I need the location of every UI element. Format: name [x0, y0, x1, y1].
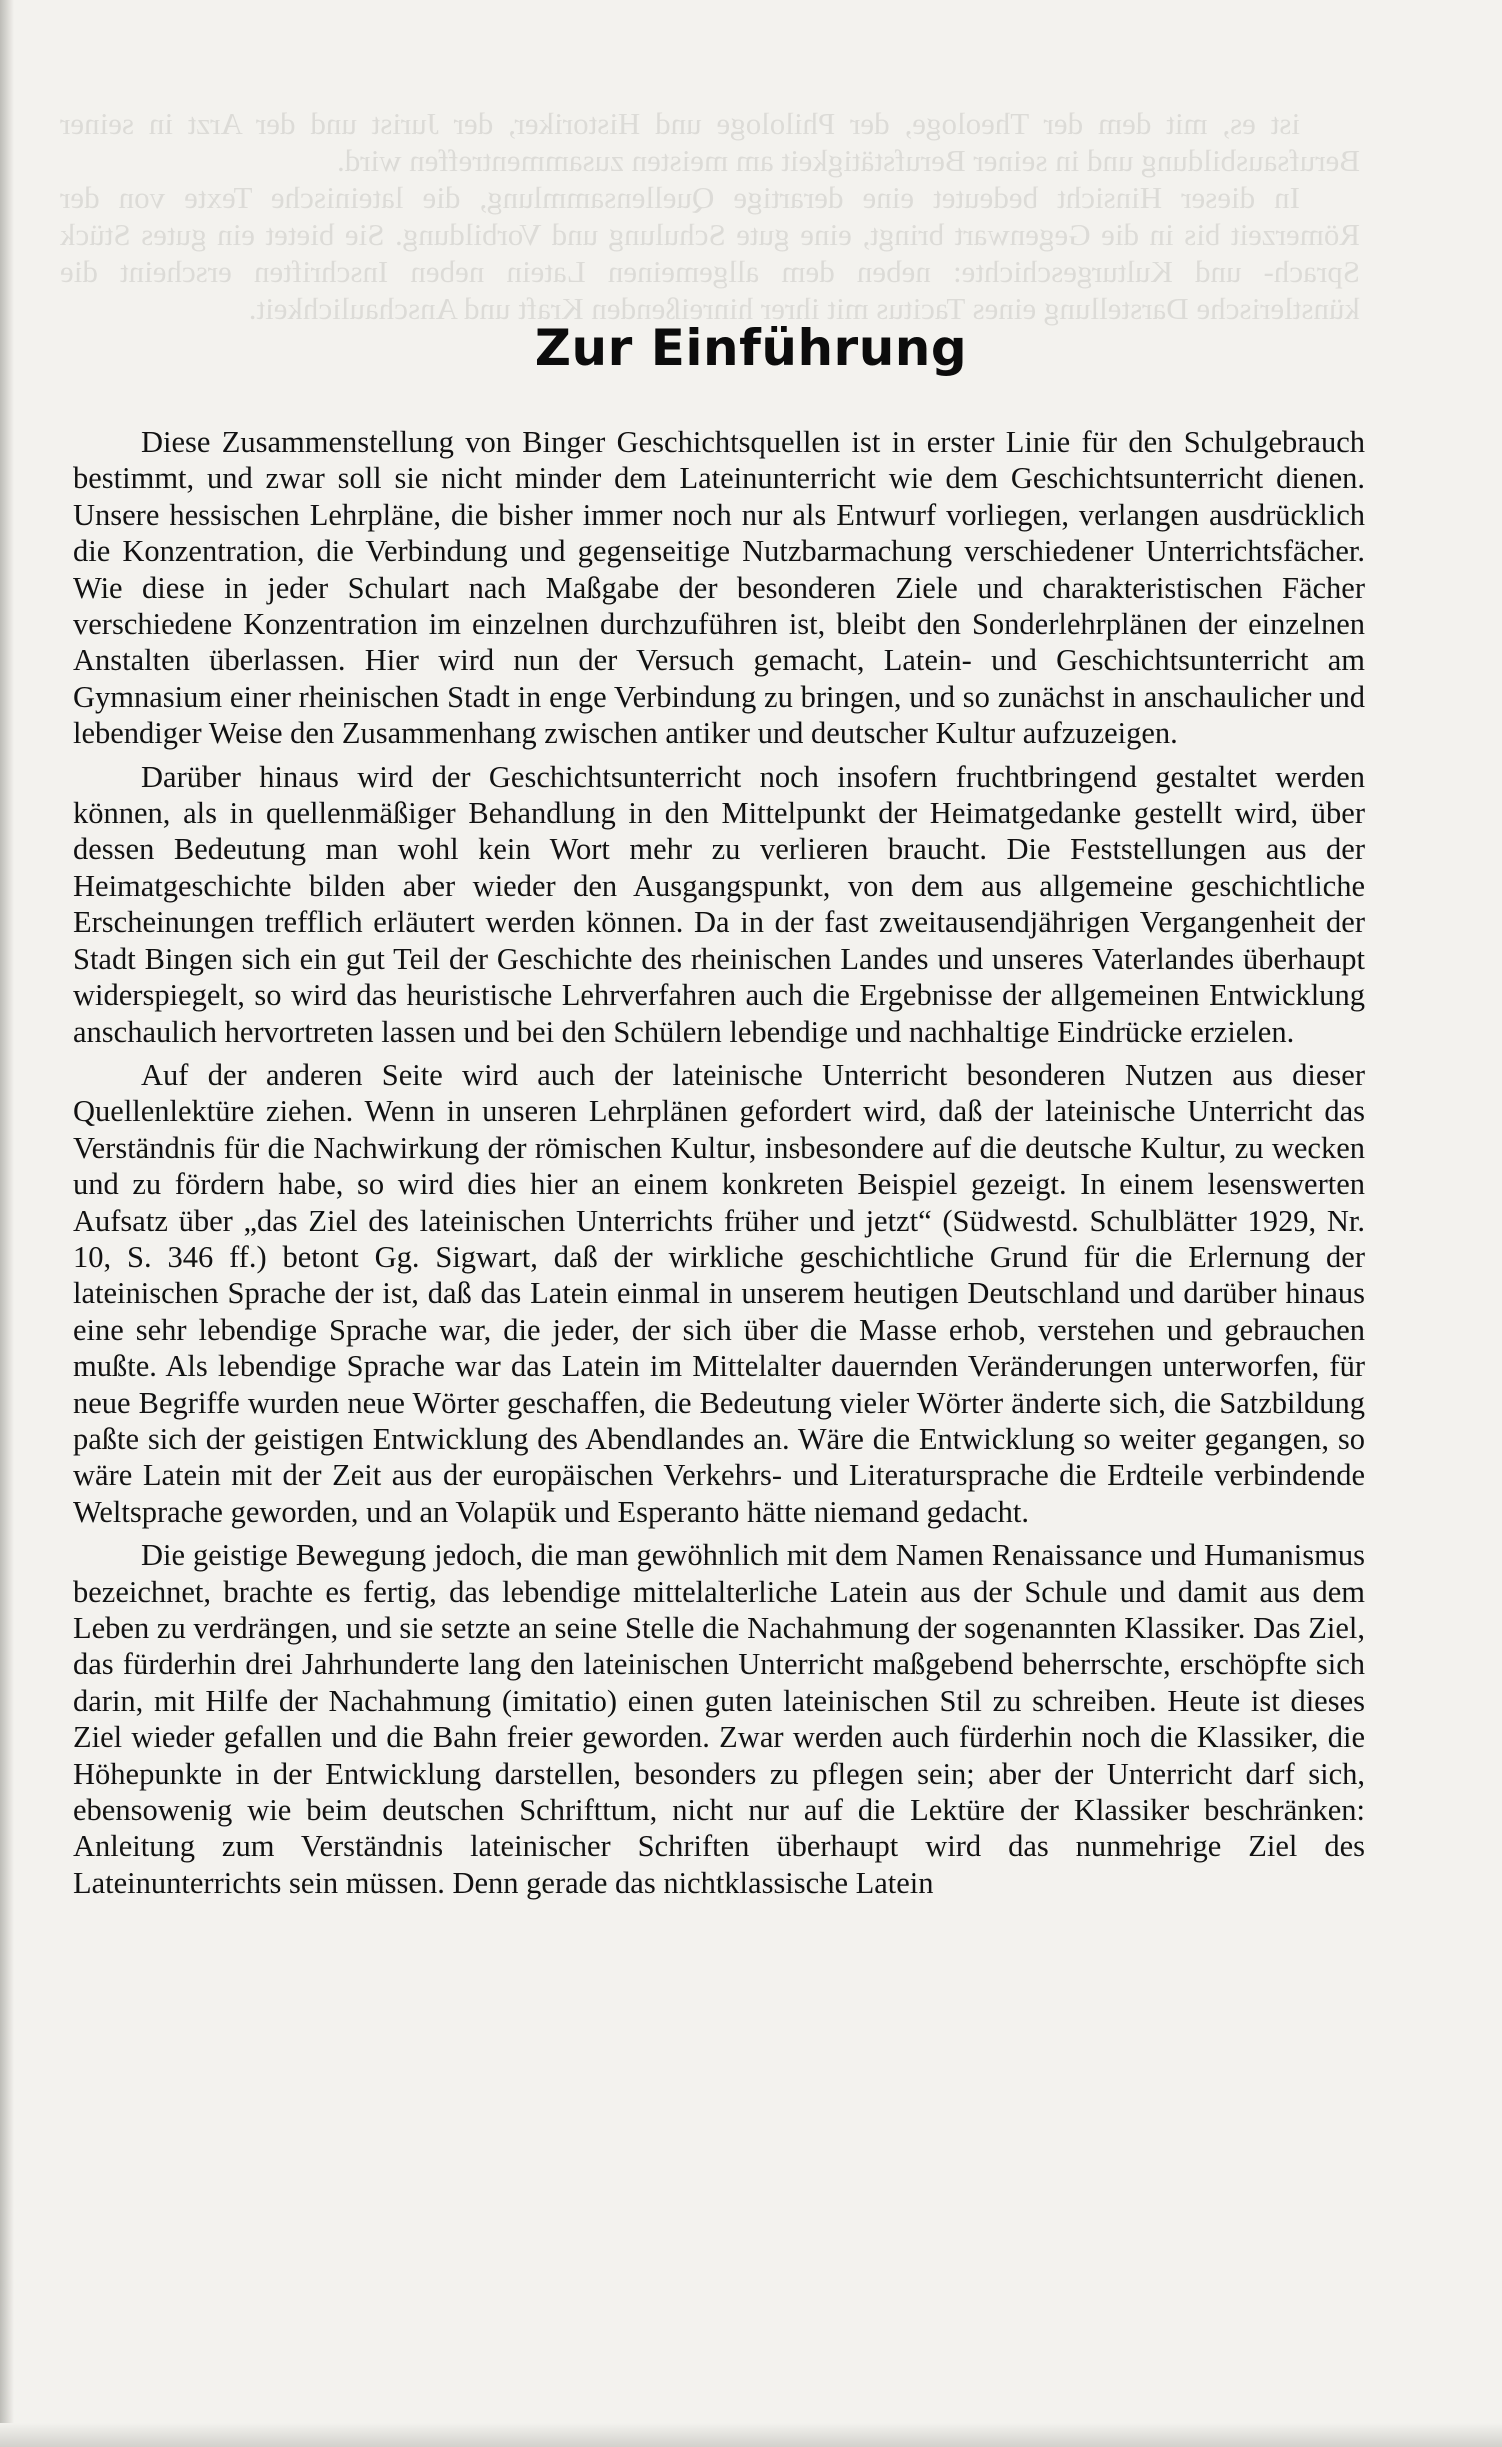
page-bottom-shadow — [0, 2423, 1502, 2447]
paragraph-1: Diese Zusammenstellung von Binger Geschichtsquellen ist in erster Linie für den Schulgebrauch bestimmt, und zwar soll sie nicht minder dem Lateinunterricht wie dem Geschichtsunterricht dienen. Unsere hessischen Lehrpläne, die bisher immer noch nur als Entwurf vorliegen, verlangen ausdrücklich die Konzentration, die Verbindung und gegenseitige Nutzbarmachung verschiedener Unterrichtsfächer. Wie diese in jeder Schulart nach Maßgabe der besonderen Ziele und charakteristischen Fächer verschiedene Konzentration im einzelnen durchzuführen ist, bleibt den Sonderlehrplänen der einzelnen Anstalten überlassen. Hier wird nun der Versuch gemacht, Latein- und Geschichtsunterricht am Gymnasium einer rheinischen Stadt in enge Verbindung zu bringen, und so zunächst in anschaulicher und lebendiger Weise den Zusammenhang zwischen antiker und deutscher Kultur aufzuzeigen. — [73, 425, 1365, 751]
paragraph-4: Die geistige Bewegung jedoch, die man gewöhnlich mit dem Namen Renaissance und Humanismus bezeichnet, brachte es fertig, das lebendige mittelalterliche Latein aus der Schule und damit aus dem Leben zu verdrängen, und sie setzte an seine Stelle die Nachahmung der sogenannten Klassiker. Das Ziel, das fürderhin drei Jahrhunderte lang den lateinischen Unterricht maßgebend beherrschte, erschöpfte sich darin, mit Hilfe der Nachahmung (imitatio) einen guten lateinischen Stil zu schreiben. Heute ist dieses Ziel wieder gefallen und die Bahn freier geworden. Zwar werden auch fürderhin noch die Klassiker, die Höhepunkte in der Entwicklung darstellen, besonders zu pflegen sein; aber der Unterricht darf sich, ebensowenig wie beim deutschen Schrifttum, nicht nur auf die Lektüre der Klassiker beschränken: Anleitung zum Verständnis lateinischer Schriften überhaupt wird das nunmehrige Ziel des Lateinunterrichts sein müssen. Denn gerade das nichtklassische Latein — [73, 1538, 1365, 1900]
paragraph-2: Darüber hinaus wird der Geschichtsunterricht noch insofern fruchtbringend gestaltet werden können, als in quellenmäßiger Behandlung in den Mittelpunkt der Heimatgedanke gestellt wird, über dessen Bedeutung man wohl kein Wort mehr zu verlieren braucht. Die Feststellungen aus der Heimatgeschichte bilden aber wieder den Ausgangspunkt, von dem aus allgemeine geschichtliche Erscheinungen trefflich erläutert werden können. Da in der fast zweitausendjährigen Vergangenheit der Stadt Bingen sich ein gut Teil der Geschichte des rheinischen Landes und unseres Vaterlandes überhaupt widerspiegelt, so wird das heuristische Lehrverfahren auch die Ergebnisse der allgemeinen Entwicklung anschaulich hervortreten lassen und bei den Schülern lebendige und nachhaltige Eindrücke erzielen. — [73, 759, 1365, 1049]
reverse-side-show-through — [60, 105, 1360, 327]
body-text — [73, 424, 1365, 1908]
page-title: Zur Einführung — [534, 319, 968, 377]
show-through-text-2: In dieser Hinsicht bedeutet eine derartige Quellensammlung, die lateinische Texte von der Römerzeit bis in die Gegenwart bringt, eine gute Schulung und Vorbildung. Sie bietet ein gutes Stück Sprach- und Kulturgeschichte: neben dem allgemeinen Latein neben Inschriften erscheint die künstlerische Darstellung eines Tacitus mit ihrer hinreißenden Kraft und Anschaulichkeit. — [60, 180, 1360, 326]
paragraph-3: Auf der anderen Seite wird auch der lateinische Unterricht besonderen Nutzen aus dieser Quellenlektüre ziehen. Wenn in unseren Lehrplänen gefordert wird, daß der lateinische Unterricht das Verständnis für die Nachwirkung der römischen Kultur, insbesondere auf die deutsche Kultur, zu wecken und zu fördern habe, so wird dies hier an einem konkreten Beispiel gezeigt. In einem lesenswerten Aufsatz über „das Ziel des lateinischen Unterrichts früher und jetzt“ (Südwestd. Schulblätter 1929, Nr. 10, S. 346 ff.) betont Gg. Sigwart, daß der wirkliche geschichtliche Grund für die Erlernung der lateinischen Sprache der ist, daß das Latein einmal in unserem heutigen Deutschland und darüber hinaus eine sehr lebendige Sprache war, die jeder, der sich über die Masse erhob, verstehen und gebrauchen mußte. Als lebendige Sprache war das Latein im Mittelalter dauernden Veränderungen unterworfen, für neue Begriffe wurden neue Wörter geschaffen, die Bedeutung vieler Wörter änderte sich, die Satzbildung paßte sich der geistigen Entwicklung des Abendlandes an. Wäre die Entwicklung so weiter gegangen, so wäre Latein mit der Zeit aus der europäischen Verkehrs- und Literatursprache die Erdteile verbindende Weltsprache geworden, und an Volapük und Esperanto hätte niemand gedacht. — [73, 1057, 1365, 1529]
show-through-text-1: ist es, mit dem der Theologe, der Philologe und Historiker, der Jurist und der Arzt in seiner Berufsausbildung und in seiner Berufstätigkeit am meisten zusammentreffen wird. — [60, 106, 1360, 178]
